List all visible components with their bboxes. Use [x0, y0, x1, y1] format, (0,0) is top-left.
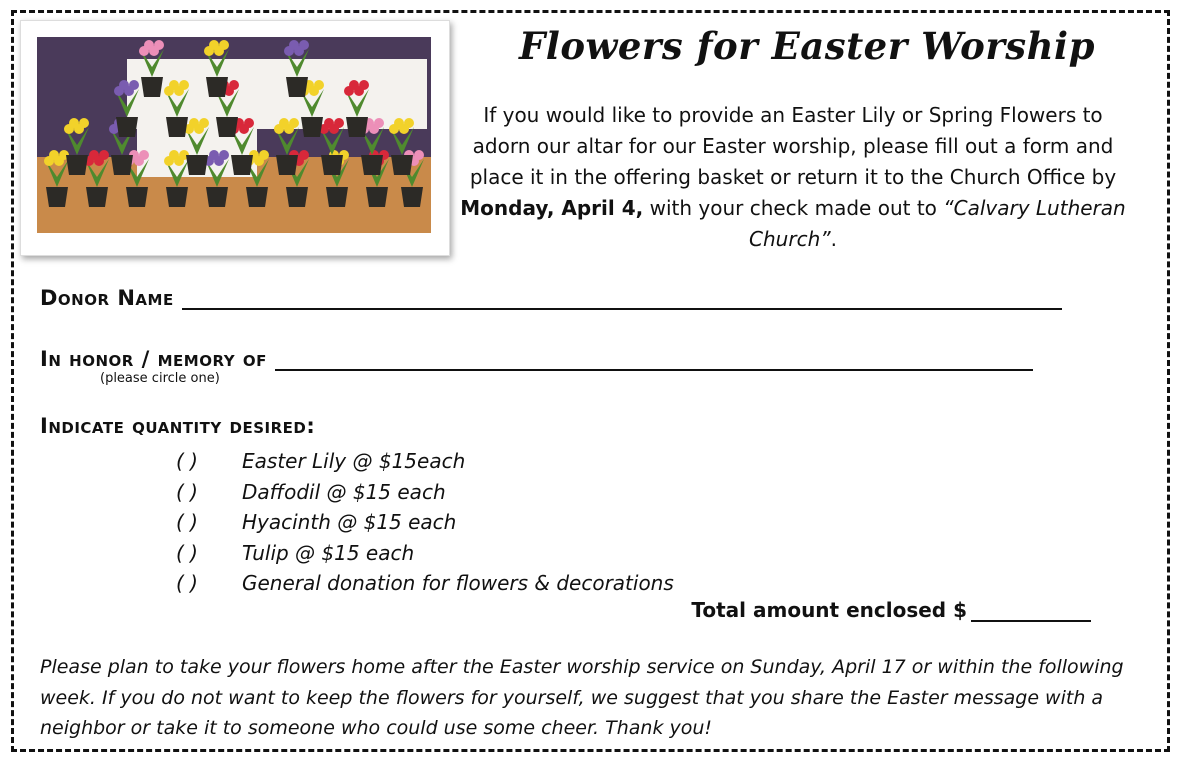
donor-name-label: Donor Name: [40, 286, 174, 310]
flower-pot: [276, 155, 298, 175]
bloom: [299, 40, 309, 50]
option-label: Daffodil @ $15 each: [242, 479, 446, 504]
flower-pot: [186, 155, 208, 175]
flower-pot: [401, 187, 423, 207]
intro-text-end: .: [830, 227, 837, 251]
quantity-heading: Indicate quantity desired:: [40, 414, 316, 438]
total-amount-field[interactable]: [971, 598, 1091, 622]
bloom: [314, 80, 324, 90]
bloom: [179, 80, 189, 90]
bloom: [359, 80, 369, 90]
bloom: [299, 150, 309, 160]
bloom: [244, 118, 254, 128]
option-label: Tulip @ $15 each: [242, 540, 415, 565]
total-amount-label: Total amount enclosed $: [691, 598, 967, 622]
flower-pot: [206, 187, 228, 207]
option-hyacinth: [176, 507, 674, 538]
bloom: [139, 150, 149, 160]
intro-text-mid: with your check made out to: [643, 196, 944, 220]
option-label: Hyacinth @ $15 each: [242, 510, 457, 534]
honor-memory-row: [40, 345, 1033, 371]
flower-pot: [141, 77, 163, 97]
bloom: [199, 118, 209, 128]
bloom: [414, 150, 424, 160]
bloom: [259, 150, 269, 160]
page-title: Flowers for Easter Worship: [519, 24, 1095, 68]
closing-note: Please plan to take your flowers home after the Easter worship service on Sunday, April 17 or within the following week. If you do not want to keep the flowers for yourself, we suggest that you share the Easter message with a neighbor or take it to someone who could use some cheer. Thank you!: [40, 656, 1124, 739]
flower-pot: [246, 187, 268, 207]
flower-pot: [286, 77, 308, 97]
bloom: [334, 118, 344, 128]
honor-memory-field[interactable]: [275, 345, 1033, 371]
flower-pot: [126, 187, 148, 207]
bloom: [129, 80, 139, 90]
flower-pot: [166, 187, 188, 207]
quantity-blank[interactable]: ( ): [176, 449, 198, 473]
flower-pot: [326, 187, 348, 207]
payee-name: “Calvary Lutheran Church”: [749, 196, 1126, 251]
bloom: [154, 40, 164, 50]
bloom: [79, 118, 89, 128]
option-daffodil: [176, 477, 674, 508]
flower-pot: [346, 117, 368, 137]
quantity-blank[interactable]: ( ): [176, 510, 198, 534]
donor-name-field[interactable]: [182, 284, 1062, 310]
flower-pot: [361, 155, 383, 175]
circle-one-note: (please circle one): [100, 371, 220, 386]
flower-pot: [391, 155, 413, 175]
flower-options-list: [176, 446, 674, 599]
quantity-blank[interactable]: ( ): [176, 571, 198, 595]
flower-pot: [116, 117, 138, 137]
quantity-blank[interactable]: ( ): [176, 479, 198, 504]
bloom: [99, 150, 109, 160]
flower-pot: [216, 117, 238, 137]
bloom: [219, 40, 229, 50]
total-amount-row: [691, 598, 1091, 622]
intro-paragraph: [458, 100, 1128, 255]
option-easter-lily: [176, 446, 674, 477]
option-tulip: [176, 538, 674, 569]
intro-text: If you would like to provide an Easter Lily or Spring Flowers to adorn our altar for our Easter worship, please fill out a form and place it in the offering basket or return it to the Church Office by: [469, 103, 1117, 189]
bloom: [289, 118, 299, 128]
deadline-date: Monday, April 4,: [460, 196, 644, 220]
flower-pot: [66, 155, 88, 175]
flower-pot: [231, 155, 253, 175]
easter-flowers-altar-image: [37, 37, 431, 233]
flower-pot: [366, 187, 388, 207]
bloom: [229, 80, 239, 90]
option-label: General donation for flowers & decorations: [242, 571, 674, 595]
flower-pot: [206, 77, 228, 97]
easter-flowers-photo: [20, 20, 450, 256]
flower-pot: [321, 155, 343, 175]
bloom: [374, 118, 384, 128]
flower-pot: [301, 117, 323, 137]
bloom: [404, 118, 414, 128]
flower-pot: [111, 155, 133, 175]
flower-pot: [86, 187, 108, 207]
flower-pot: [166, 117, 188, 137]
quantity-blank[interactable]: ( ): [176, 540, 198, 565]
flower-pot: [46, 187, 68, 207]
option-general-donation: [176, 568, 674, 599]
flower-pot: [286, 187, 308, 207]
honor-memory-label: In honor / memory of: [40, 347, 267, 371]
option-label: Easter Lily @ $15each: [242, 449, 466, 473]
bloom: [219, 150, 229, 160]
donor-name-row: [40, 284, 1062, 310]
